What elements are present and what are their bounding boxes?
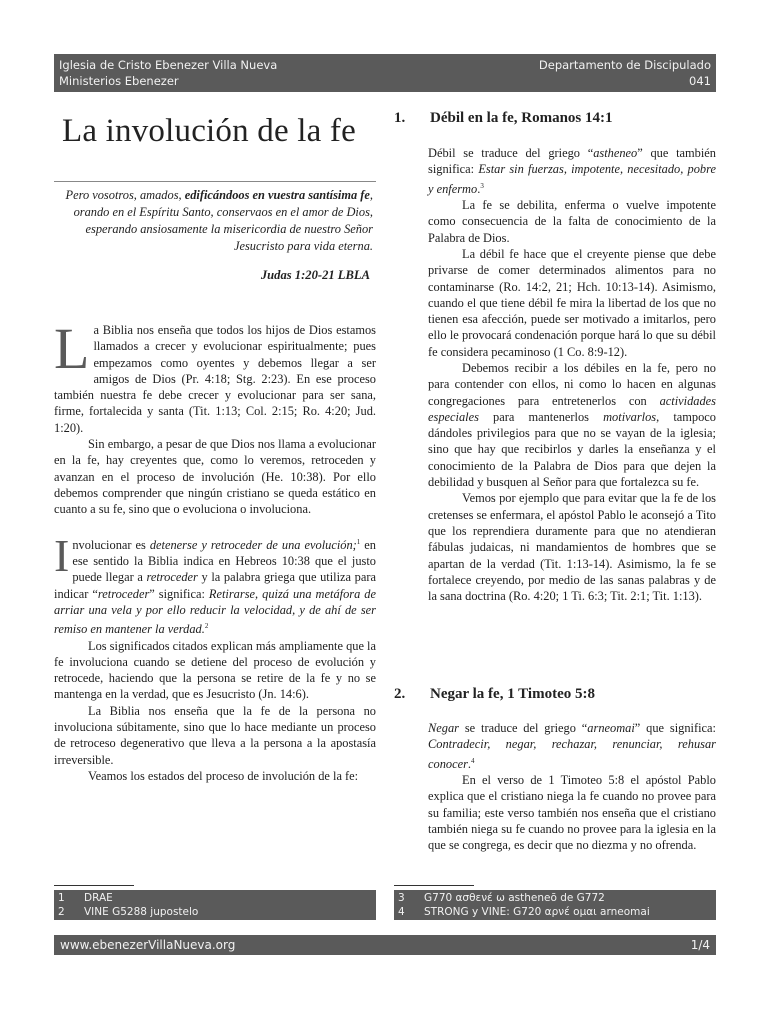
- footnote: 1 DRAE: [58, 892, 113, 904]
- section-number: 1.: [394, 110, 406, 126]
- paragraph: La fe se debilita, enferma o vuelve impotente como consecuencia de la falta de conocimiento de la Palabra de Dios.: [428, 198, 716, 245]
- paragraph: Debemos recibir a los débiles en la fe, pero no para contender con ellos, ni como lo hacen en algunas congregaciones para entretenerlos con actividades especiales para mantenerlos motivarlos, tampoco dándoles privilegios para que no se vayan de la iglesia; sino que hay que recibirlos y darles la enseñanza y el conocimiento de la Palabra de Dios para que dejen la debilidad y busquen al Señor para que fortalezca su fe.: [428, 360, 716, 490]
- section-2-body: [428, 720, 716, 854]
- section-title: Débil en la fe, Romanos 14:1: [430, 110, 613, 126]
- footnotes-right: [394, 890, 716, 920]
- paragraph-intro: La Biblia nos enseña que todos los hijos de Dios estamos llamados a crecer y evolucionar espiritualmente; pues empezamos como oyentes y debemos llegar a ser amigos de Dios (Pr. 4:18; Stg. 2:23). En ese proceso también nuestra fe debe crecer y evolucionar para ser sana, firme, fortalecida y santa (Tit. 1:13; Col. 2:15; Ro. 4:20; Jud. 1:20).: [54, 316, 376, 435]
- footnote-rule: [54, 885, 134, 886]
- header-right: [539, 57, 711, 89]
- footnote: 2 VINE G5288 jupostelo: [58, 906, 199, 918]
- paragraph-definition: Involucionar es detenerse y retroceder de una evolución;$^1$ en ese sentido la Biblia indica en Hebreos 10:38 que el justo puede llegar a retroceder y la palabra griega que utiliza para indicar “retroceder” significa: Retirarse, quizá una metáfora de arriar una vela y por ello reducir la velocidad, y de ahí de ser remiso en mantener la verdad.$^2$: [54, 529, 376, 637]
- paragraph: La Biblia nos enseña que la fe de la persona no involuciona súbitamente, sino que lo hace mediante un proceso de retroceso degenerativo que lleva a la persona a la apostasía irreversible.: [54, 703, 376, 767]
- page-header: [54, 54, 716, 92]
- left-column: [54, 316, 376, 784]
- page-footer: [54, 935, 716, 955]
- paragraph: La débil fe hace que el creyente piense que debe privarse de comer determinados alimentos para no contaminarse (Ro. 14:2, 21; Hch. 10:13-14). Asimismo, cuando el que tiene débil fe mira la libertad de los que no tienen esa afección, puede ser motivado a imitarlos, pero ello le provocará condenación porque hará lo que su débil fe considera pecaminoso (1 Co. 8:9-12).: [428, 246, 716, 359]
- page-number: 1/4: [690, 938, 710, 952]
- paragraph: Veamos los estados del proceso de involución de la fe:: [88, 768, 359, 783]
- paragraph: Vemos por ejemplo que para evitar que la fe de los cretenses se enfermara, el apóstol Pablo le aconsejó a Tito que los reprendiera duramente para que no atendieran fábulas judaicas, ni mandamientos de hombres que se apartan de la verdad (Tit. 1:13-14). Asimismo, la fe se fortalece creyendo, por medio de las sanas palabras y de la sana doctrina (Ro. 4:20; 1 Ti. 6:3; Tit. 2:1; Tit. 1:13).: [428, 491, 716, 604]
- document-number: 041: [689, 74, 711, 88]
- drop-cap: I: [54, 529, 70, 581]
- paragraph: Los significados citados explican más ampliamente que la fe involuciona cuando se detiene del proceso de evolución y retrocede, haciendo que la persona se retire de la fe y no se mantenga en la verdad, que es Jesucristo (Jn. 14:6).: [54, 638, 376, 702]
- drop-cap: L: [54, 316, 90, 381]
- section-1-body: [428, 145, 716, 604]
- paragraph: En el verso de 1 Timoteo 5:8 el apóstol Pablo explica que el cristiano niega la fe cuando no provee para su familia; este verso también nos enseña que el cristiano también niega su fe cuando no provee para la iglesia en la que se congrega, es decir que no diezma y no ofrenda.: [428, 773, 716, 853]
- ministry-name: Ministerios Ebenezer: [59, 74, 179, 88]
- paragraph: Negar se traduce del griego “arneomai” que significa: Contradecir, negar, rechazar, renunciar, rehusar conocer.$^4$: [428, 721, 716, 771]
- footnote: 3 G770 ασθενέ ω astheneō de G772: [398, 892, 605, 904]
- epigraph-verse: Pero vosotros, amados, edificándoos en vuestra santísima fe, orando en el Espíritu Santo, conservaos en el amor de Dios, esperando ansiosamente la misericordia de nuestro Señor Jesucristo para vida eterna.: [65, 188, 373, 253]
- church-name: Iglesia de Cristo Ebenezer Villa Nueva: [59, 58, 278, 72]
- paragraph: Sin embargo, a pesar de que Dios nos llama a evolucionar en la fe, hay creyentes que, como lo veremos, retroceden y avanzan en el proceso de involución (He. 10:38). Por ello debemos comprender que ningún cristiano se queda estático en cuanto a su fe, sino que o evoluciona o involuciona.: [54, 437, 376, 517]
- epigraph-reference: Judas 1:20-21 LBLA: [260, 268, 370, 282]
- footnote-rule: [394, 885, 474, 886]
- page-title: La involución de la fe: [62, 113, 356, 149]
- footnotes-left: [54, 890, 376, 920]
- footnote: 4 STRONG y VINE: G720 αρνέ ομαι arneomai: [398, 906, 650, 918]
- website-link[interactable]: www.ebenezerVillaNueva.org: [60, 938, 236, 952]
- department-name: Departamento de Discipulado: [538, 58, 711, 72]
- title-divider: [54, 181, 376, 182]
- paragraph: Débil se traduce del griego “astheneo” que también significa: Estar sin fuerzas, impotente, necesitado, pobre y enfermo.$^3$: [428, 146, 716, 196]
- section-number: 2.: [394, 686, 406, 702]
- section-title: Negar la fe, 1 Timoteo 5:8: [430, 686, 595, 702]
